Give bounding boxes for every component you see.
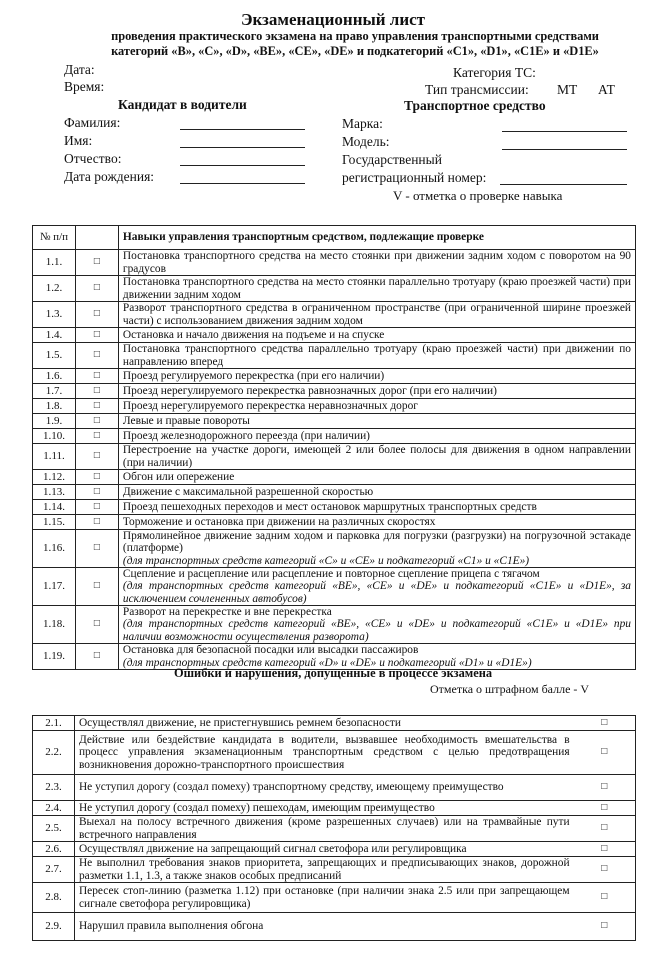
skill-checkbox[interactable]: □ xyxy=(75,568,118,606)
skill-number: 1.15. xyxy=(33,515,76,530)
patronymic-label: Отчество: xyxy=(64,151,122,166)
skill-text: Левые и правые повороты xyxy=(122,414,250,427)
error-checkbox[interactable]: □ xyxy=(574,883,636,913)
error-checkbox[interactable]: □ xyxy=(574,731,636,775)
skill-text: Разворот на перекрестке и вне перекрестка xyxy=(122,606,332,619)
skill-text: Проезд пешеходных переходов и мест остановок маршрутных транспортных средств xyxy=(122,500,537,513)
skill-cell xyxy=(118,276,635,302)
document-subtitle xyxy=(60,29,650,59)
error-checkbox[interactable]: □ xyxy=(574,716,636,731)
skill-number: 1.1. xyxy=(33,250,76,276)
skill-number: 1.6. xyxy=(33,369,76,384)
skill-cell xyxy=(118,369,635,384)
skill-text: Сцепление и расцепление или расцепление и повторное сцепление прицепа с тягачом xyxy=(122,568,540,581)
skill-checkbox[interactable]: □ xyxy=(75,606,118,644)
skill-row xyxy=(33,568,636,606)
skill-checkbox[interactable]: □ xyxy=(75,530,118,568)
error-row xyxy=(33,913,636,941)
transmission-label: Тип трансмиссии: xyxy=(425,82,529,97)
skill-number: 1.16. xyxy=(33,530,76,568)
error-text: Не уступил дорогу (создал помеху) транспортному средству, имеющему преимущество xyxy=(74,775,573,801)
skill-number: 1.10. xyxy=(33,429,76,444)
num-header: № п/п xyxy=(33,226,76,250)
skill-cell xyxy=(118,444,635,470)
skill-row xyxy=(33,343,636,369)
skill-checkbox[interactable]: □ xyxy=(75,369,118,384)
skill-row xyxy=(33,302,636,328)
skill-row xyxy=(33,500,636,515)
skill-row xyxy=(33,444,636,470)
skill-row xyxy=(33,369,636,384)
check-legend: V - отметка о проверке навыка xyxy=(393,188,563,203)
skill-checkbox[interactable]: □ xyxy=(75,515,118,530)
document-title: Экзаменационный лист xyxy=(240,10,426,29)
error-text: Пересек стоп-линию (разметка 1.12) при остановке (при наличии знака 2.5 или при запрещающем сигнале светофора регулировщика) xyxy=(74,883,573,913)
error-text: Осуществлял движение, не пристегнувшись ремнем безопасности xyxy=(74,716,573,731)
skill-number: 1.17. xyxy=(33,568,76,606)
error-checkbox[interactable]: □ xyxy=(574,801,636,816)
error-row xyxy=(33,716,636,731)
skills-header: Навыки управления транспортным средством, подлежащие проверке xyxy=(118,226,635,250)
date-label: Дата: xyxy=(64,62,95,77)
errors-table xyxy=(32,715,636,941)
skill-text: Постановка транспортного средства параллельно тротуару (краю проезжей части) при движении по направлению вперед xyxy=(122,343,631,368)
birthdate-field[interactable] xyxy=(180,183,305,184)
skill-text: Проезд нерегулируемого перекрестка равнозначных дорог (при его наличии) xyxy=(122,384,497,397)
skill-row xyxy=(33,399,636,414)
skill-checkbox[interactable]: □ xyxy=(75,399,118,414)
skill-number: 1.4. xyxy=(33,328,76,343)
skill-number: 1.2. xyxy=(33,276,76,302)
category-label: Категория ТС: xyxy=(453,65,536,80)
error-number: 2.3. xyxy=(33,775,75,801)
skill-cell xyxy=(118,399,635,414)
skill-row xyxy=(33,515,636,530)
skill-number: 1.12. xyxy=(33,470,76,485)
skill-text: Торможение и остановка при движении на различных скоростях xyxy=(122,515,436,528)
skill-row xyxy=(33,250,636,276)
error-text: Выехал на полосу встречного движения (кроме разрешенных случаев) или на трамвайные пути встречного направления xyxy=(74,816,573,842)
skill-checkbox[interactable]: □ xyxy=(75,444,118,470)
skill-text: Остановка для безопасной посадки или высадки пассажиров xyxy=(122,644,419,657)
skill-cell xyxy=(118,429,635,444)
error-text: Нарушил правила выполнения обгона xyxy=(74,913,573,941)
skill-cell xyxy=(118,568,635,606)
model-label: Модель: xyxy=(342,134,390,149)
error-row xyxy=(33,801,636,816)
skill-checkbox[interactable]: □ xyxy=(75,384,118,399)
skills-table-header xyxy=(33,226,636,250)
error-text: Осуществлял движение на запрещающий сигнал светофора или регулировщика xyxy=(74,842,573,857)
errors-table-body xyxy=(33,716,636,941)
skill-row xyxy=(33,276,636,302)
birthdate-label: Дата рождения: xyxy=(64,169,155,184)
name-field[interactable] xyxy=(180,147,305,148)
skill-cell xyxy=(118,500,635,515)
checkbox-header xyxy=(75,226,118,250)
reg-label-line1: Государственный xyxy=(342,152,442,167)
error-number: 2.7. xyxy=(33,857,75,883)
skill-text: Перестроение на участке дороги, имеющей 2 или более полосы для движения в одном направлении (при наличии) xyxy=(122,444,631,469)
skill-text: Разворот транспортного средства в ограниченном пространстве (при ограниченной ширине проезжей части) с использованием движения задним ходом xyxy=(122,302,631,327)
subtitle-line-1: проведения практического экзамена на право управления транспортными средствами xyxy=(111,29,599,43)
error-number: 2.6. xyxy=(33,842,75,857)
skill-text: Прямолинейное движение задним ходом и парковка для погрузки (разгрузки) на погрузочной эстакаде (платформе) xyxy=(122,530,631,555)
error-number: 2.9. xyxy=(33,913,75,941)
brand-label: Марка: xyxy=(342,116,383,131)
error-row xyxy=(33,775,636,801)
error-checkbox[interactable]: □ xyxy=(574,816,636,842)
skills-table-body xyxy=(33,250,636,670)
skill-note: (для транспортных средств категорий «С» и «СЕ» и подкатегорий «С1» и «С1Е») xyxy=(122,554,530,567)
skill-note: (для транспортных средств категорий «D» и «DЕ» и подкатегорий «D1» и «D1Е») xyxy=(122,656,532,669)
skill-number: 1.9. xyxy=(33,414,76,429)
skill-cell xyxy=(118,485,635,500)
transmission-at[interactable]: АТ xyxy=(598,82,615,97)
time-label: Время: xyxy=(64,79,105,94)
error-checkbox[interactable]: □ xyxy=(574,775,636,801)
skill-number: 1.11. xyxy=(33,444,76,470)
transmission-mt[interactable]: МТ xyxy=(557,82,578,97)
skill-cell xyxy=(118,530,635,568)
skill-text: Проезд нерегулируемого перекрестка неравнозначных дорог xyxy=(122,399,418,412)
skill-checkbox[interactable]: □ xyxy=(75,500,118,515)
skill-checkbox[interactable]: □ xyxy=(75,276,118,302)
skill-cell xyxy=(118,343,635,369)
error-row xyxy=(33,731,636,775)
skill-row xyxy=(33,530,636,568)
skill-text: Проезд железнодорожного переезда (при наличии) xyxy=(122,429,370,442)
skill-checkbox[interactable]: □ xyxy=(75,414,118,429)
reg-label-line2: регистрационный номер: xyxy=(342,170,487,185)
vehicle-heading: Транспортное средство xyxy=(404,98,546,113)
error-number: 2.4. xyxy=(33,801,75,816)
reg-number-field[interactable] xyxy=(500,184,627,185)
skill-checkbox[interactable]: □ xyxy=(75,343,118,369)
skill-cell xyxy=(118,606,635,644)
skill-checkbox[interactable]: □ xyxy=(75,429,118,444)
error-text: Действие или бездействие кандидата в водители, вызвавшее необходимость вмешательства в процесс управления экзаменационным транспортным средством с целью предотвращения возникновения дорожно-транспортного происшествия xyxy=(74,731,573,775)
skill-number: 1.13. xyxy=(33,485,76,500)
skill-text: Остановка и начало движения на подъеме и на спуске xyxy=(122,328,385,341)
error-checkbox[interactable]: □ xyxy=(574,913,636,941)
skill-text: Постановка транспортного средства на место стоянки параллельно тротуару (краю проезжей части) при движении задним ходом xyxy=(122,276,631,301)
error-number: 2.8. xyxy=(33,883,75,913)
skills-table xyxy=(32,225,636,670)
surname-field[interactable] xyxy=(180,129,305,130)
error-row xyxy=(33,816,636,842)
error-row xyxy=(33,842,636,857)
skill-cell xyxy=(118,515,635,530)
errors-heading: Ошибки и нарушения, допущенные в процессе экзамена xyxy=(173,666,493,680)
skill-checkbox[interactable]: □ xyxy=(75,328,118,343)
skill-number: 1.18. xyxy=(33,606,76,644)
skill-number: 1.8. xyxy=(33,399,76,414)
subtitle-line-2: категорий «В», «С», «D», «ВЕ», «СЕ», «DЕ» и подкатегорий «С1», «D1», «С1Е» и «D1Е» xyxy=(111,44,599,58)
skill-text: Движение с максимальной разрешенной скоростью xyxy=(122,485,374,498)
skill-cell xyxy=(118,302,635,328)
error-checkbox[interactable]: □ xyxy=(574,857,636,883)
skill-number: 1.7. xyxy=(33,384,76,399)
skill-cell xyxy=(118,384,635,399)
skill-row xyxy=(33,384,636,399)
error-number: 2.5. xyxy=(33,816,75,842)
skill-number: 1.19. xyxy=(33,644,76,670)
surname-label: Фамилия: xyxy=(64,115,121,130)
skill-cell xyxy=(118,250,635,276)
skill-note: (для транспортных средств категорий «ВЕ», «СЕ» и «DЕ» и подкатегорий «С1Е» и «D1Е», за исключением сочлененных автобусов) xyxy=(122,580,631,605)
candidate-heading: Кандидат в водители xyxy=(118,97,247,112)
skill-number: 1.5. xyxy=(33,343,76,369)
skill-number: 1.3. xyxy=(33,302,76,328)
model-field[interactable] xyxy=(502,149,627,150)
skill-note: (для транспортных средств категорий «ВЕ», «СЕ» и «DЕ» и подкатегорий «С1Е» и «D1Е» при наличии возможности осуществления разворота) xyxy=(122,618,631,643)
error-row xyxy=(33,857,636,883)
name-label: Имя: xyxy=(64,133,93,148)
skill-checkbox[interactable]: □ xyxy=(75,644,118,670)
skill-row xyxy=(33,606,636,644)
skill-text: Постановка транспортного средства на место стоянки при движении задним ходом с поворотом на 90 градусов xyxy=(122,250,631,275)
skill-cell xyxy=(118,414,635,429)
error-number: 2.1. xyxy=(33,716,75,731)
skill-row xyxy=(33,470,636,485)
skill-text: Проезд регулируемого перекрестка (при его наличии) xyxy=(122,369,385,382)
skill-checkbox[interactable]: □ xyxy=(75,485,118,500)
skill-checkbox[interactable]: □ xyxy=(75,302,118,328)
skill-row xyxy=(33,429,636,444)
skill-number: 1.14. xyxy=(33,500,76,515)
skill-row xyxy=(33,328,636,343)
error-row xyxy=(33,883,636,913)
penalty-legend: Отметка о штрафном балле - V xyxy=(430,682,590,696)
error-number: 2.2. xyxy=(33,731,75,775)
skill-cell xyxy=(118,328,635,343)
skill-cell xyxy=(118,470,635,485)
brand-field[interactable] xyxy=(502,131,627,132)
skill-checkbox[interactable]: □ xyxy=(75,250,118,276)
error-checkbox[interactable]: □ xyxy=(574,842,636,857)
error-text: Не уступил дорогу (создал помеху) пешеходам, имеющим преимущество xyxy=(74,801,573,816)
skill-text: Обгон или опережение xyxy=(122,470,235,483)
patronymic-field[interactable] xyxy=(180,165,305,166)
error-text: Не выполнил требования знаков приоритета, запрещающих и предписывающих знаков, дорожной разметки 1.1, 1.3, а также знаков особых предписаний xyxy=(74,857,573,883)
skill-row xyxy=(33,485,636,500)
skill-row xyxy=(33,414,636,429)
skill-checkbox[interactable]: □ xyxy=(75,470,118,485)
